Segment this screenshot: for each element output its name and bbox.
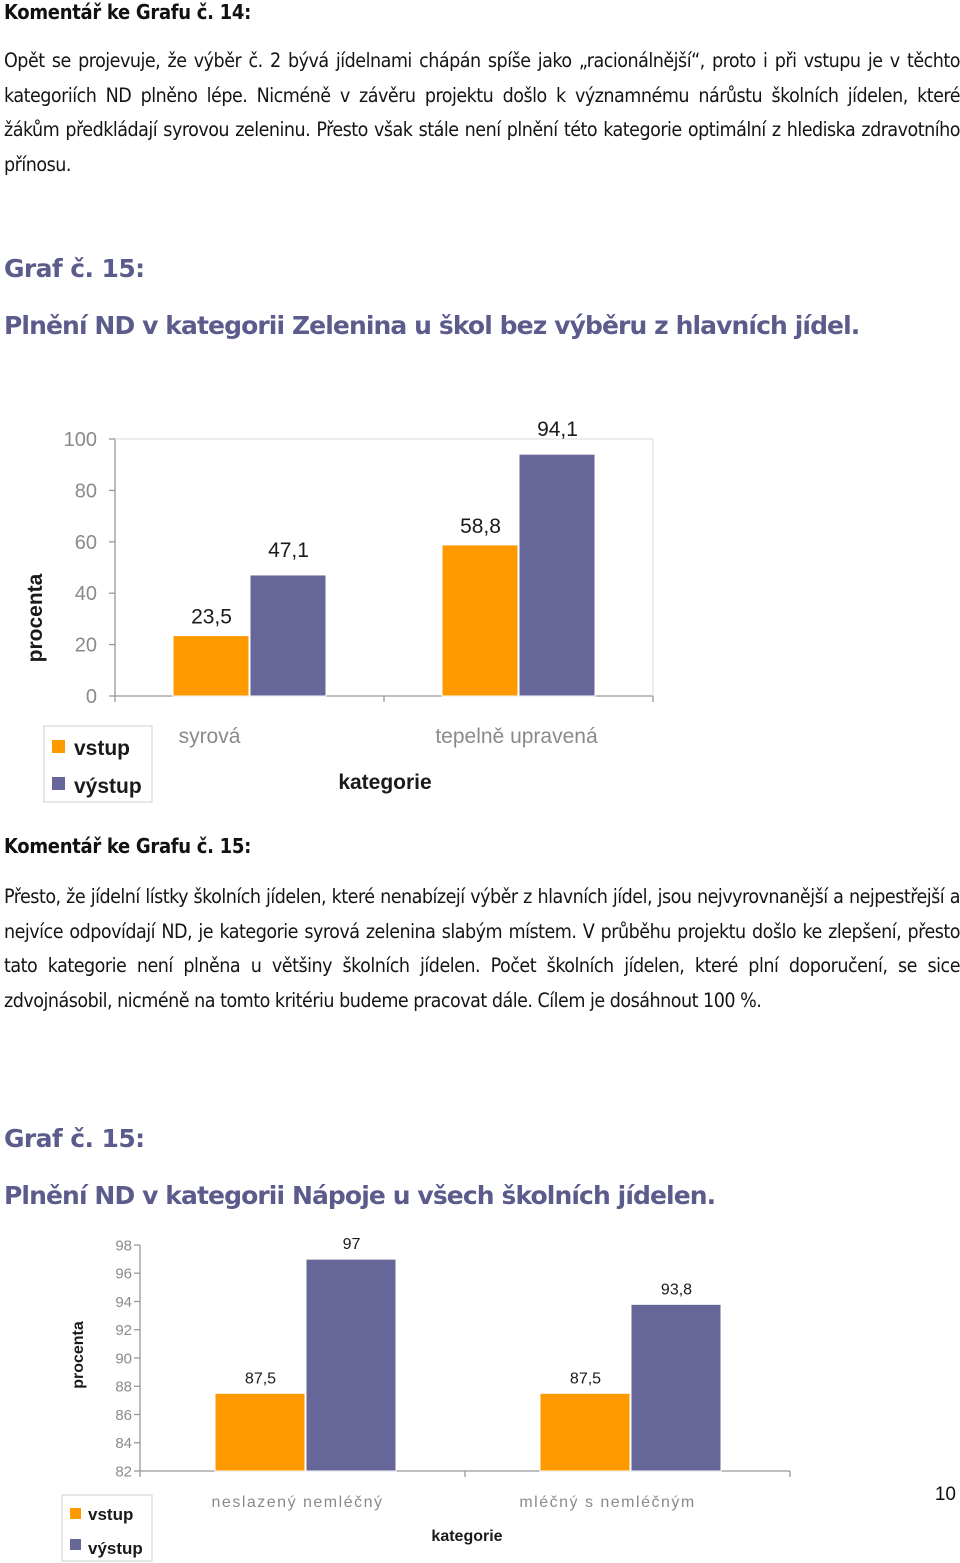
bar-vystup-1 xyxy=(306,1259,396,1471)
category-label: tepelně upravená xyxy=(435,725,598,748)
y-tick-label: 40 xyxy=(74,583,97,606)
y-tick-label: 0 xyxy=(85,686,97,708)
graf-15b-title: Plnění ND v kategorii Nápoje u všech školních jídelen. xyxy=(4,1181,716,1210)
chart-napoje xyxy=(0,1225,960,1563)
graf-15b-label: Graf č. 15: xyxy=(4,1124,145,1153)
data-label: 23,5 xyxy=(191,605,232,629)
data-label: 47,1 xyxy=(268,538,309,562)
comment-14-heading: Komentář ke Grafu č. 14: xyxy=(4,0,251,24)
bar-vystup-2 xyxy=(519,454,595,696)
y-tick-label: 20 xyxy=(74,634,97,657)
y-tick-label: 94 xyxy=(115,1293,132,1311)
data-label: 94,1 xyxy=(537,418,578,442)
legend xyxy=(44,726,152,802)
legend-vstup-label: vstup xyxy=(74,737,131,760)
graf-15a-title: Plnění ND v kategorii Zelenina u škol bez výběru z hlavních jídel. xyxy=(4,311,860,340)
legend-vystup-swatch xyxy=(70,1539,81,1550)
y-axis-title: procenta xyxy=(24,573,47,663)
y-tick-label: 86 xyxy=(115,1406,132,1424)
comment-14-text: Opět se projevuje, že výběr č. 2 bývá jídelnami chápán spíše jako „racionálnější“, proto i při vstupu je v těchto kategoriích ND plněno lépe. Nicméně v závěru projektu došlo k významnému nárůstu školních jídelen, které žákům předkládají syrovou zeleninu. Přesto však stále není plnění této kategorie optimální z hlediska zdravotního přínosu. xyxy=(4,49,960,176)
bar-vstup-2 xyxy=(540,1393,630,1471)
chart-zelenina xyxy=(0,400,960,820)
bar-vystup-1 xyxy=(250,575,326,696)
legend-vstup-label: vstup xyxy=(88,1505,134,1524)
bar-vystup-2 xyxy=(631,1304,721,1471)
data-label: 93,8 xyxy=(660,1281,693,1299)
data-label: 87,5 xyxy=(244,1370,277,1388)
y-tick-label: 100 xyxy=(63,429,97,451)
data-label: 87,5 xyxy=(569,1370,602,1388)
graf-15a-label: Graf č. 15: xyxy=(4,254,145,283)
data-label: 97 xyxy=(342,1236,361,1254)
legend-vstup-swatch xyxy=(52,740,65,753)
category-label: neslazený nemléčný xyxy=(211,1494,384,1511)
data-label: 58,8 xyxy=(460,514,501,538)
legend-vystup-swatch xyxy=(52,777,65,790)
x-axis-title: kategorie xyxy=(338,771,432,794)
legend xyxy=(62,1495,152,1561)
y-tick-label: 92 xyxy=(115,1322,132,1339)
y-tick-label: 96 xyxy=(115,1265,132,1283)
x-axis-title: kategorie xyxy=(431,1528,503,1545)
legend-vstup-swatch xyxy=(70,1508,81,1519)
y-tick-label: 60 xyxy=(74,531,97,554)
comment-15-heading: Komentář ke Grafu č. 15: xyxy=(4,834,251,858)
legend-vystup-label: výstup xyxy=(74,775,142,798)
comment-15-text: Přesto, že jídelní lístky školních jídelen, které nenabízejí výběr z hlavních jídel, jsou nejvyrovnanější a nejpestřejší a nejvíce odpovídají ND, je kategorie syrová zelenina slabým místem. V průběhu projektu došlo ke zlepšení, přesto tato kategorie není plněna u většiny školních jídelen. Počet školních jídelen, které plní doporučení, se sice zdvojnásobil, nicméně na tomto kritériu budeme pracovat dále. Cílem je dosáhnout 100 %. xyxy=(4,885,960,1012)
y-tick-label: 88 xyxy=(115,1378,132,1396)
y-tick-label: 98 xyxy=(115,1237,132,1255)
y-tick-label: 90 xyxy=(115,1350,132,1368)
y-tick-label: 80 xyxy=(74,480,97,503)
category-label: syrová xyxy=(178,725,241,748)
bar-vstup-1 xyxy=(173,636,249,696)
bar-vstup-2 xyxy=(442,545,518,696)
category-label: mléčný s nemléčným xyxy=(519,1494,696,1511)
y-tick-label: 84 xyxy=(115,1435,132,1452)
bar-vstup-1 xyxy=(215,1393,305,1471)
legend-vystup-label: výstup xyxy=(88,1539,143,1558)
y-tick-label: 82 xyxy=(115,1463,132,1481)
y-axis-title: procenta xyxy=(70,1321,87,1389)
page-number: 10 xyxy=(934,1484,956,1505)
